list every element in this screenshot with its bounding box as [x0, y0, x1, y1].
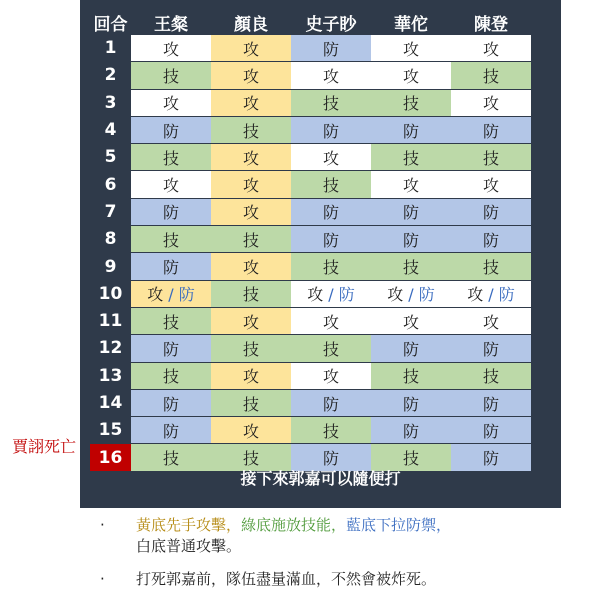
- action-cell: 防: [451, 335, 531, 362]
- slash-separator: /: [163, 285, 179, 305]
- header-wangcan: 王粲: [154, 15, 188, 35]
- bullet: ·: [100, 516, 105, 534]
- round-number: 16: [90, 444, 131, 471]
- bullet: ·: [100, 570, 105, 588]
- action-cell: 技: [451, 144, 531, 171]
- action-cell: 技: [211, 226, 291, 253]
- table-body: [90, 35, 531, 471]
- header-chendeng: 陳登: [474, 15, 508, 35]
- round-number: 11: [90, 307, 131, 334]
- action-cell: 防: [451, 389, 531, 416]
- round-number: 15: [90, 417, 131, 444]
- table-row: [90, 62, 531, 89]
- action-cell: 攻: [451, 171, 531, 198]
- action-cell: 攻: [211, 198, 291, 225]
- action-alt: 防: [338, 285, 355, 305]
- table-row: [90, 171, 531, 198]
- action-cell: 技: [211, 335, 291, 362]
- header-shizimiao: 史子眇: [305, 15, 357, 35]
- note-colors-text: [136, 515, 451, 557]
- action-cell: 技: [291, 335, 371, 362]
- action-cell: 攻: [211, 307, 291, 334]
- action-cell: [131, 280, 211, 307]
- action-cell: 技: [451, 62, 531, 89]
- action-cell: 技: [131, 307, 211, 334]
- round-number: 1: [90, 35, 131, 62]
- strategy-panel: [80, 0, 561, 508]
- dead-label: 賈詡死亡: [11, 437, 76, 456]
- note-white: 白底普通攻擊。: [136, 537, 242, 555]
- table-row: [90, 144, 531, 171]
- action-cell: 攻: [211, 171, 291, 198]
- action-cell: 防: [451, 444, 531, 471]
- round-number: 5: [90, 144, 131, 171]
- action-cell: 技: [371, 144, 451, 171]
- action-cell: 防: [371, 116, 451, 143]
- action-cell: 技: [211, 444, 291, 471]
- action-cell: 技: [131, 362, 211, 389]
- action-cell: 防: [371, 389, 451, 416]
- table-row: [90, 116, 531, 143]
- action-cell: 攻: [451, 307, 531, 334]
- action-cell: 防: [451, 417, 531, 444]
- action-cell: 攻: [211, 362, 291, 389]
- table-row: [90, 253, 531, 280]
- action-cell: 技: [291, 253, 371, 280]
- action-cell: 攻: [371, 307, 451, 334]
- note-warning: [100, 569, 600, 590]
- action-cell: 防: [451, 198, 531, 225]
- action-cell: 攻: [211, 417, 291, 444]
- round-number: 3: [90, 89, 131, 116]
- action-cell: 技: [131, 144, 211, 171]
- action-cell: 攻: [211, 62, 291, 89]
- action-cell: 技: [211, 280, 291, 307]
- action-cell: 攻: [371, 35, 451, 62]
- action-cell: 技: [291, 171, 371, 198]
- round-number: 4: [90, 116, 131, 143]
- action-cell: 攻: [211, 89, 291, 116]
- action-cell: [451, 280, 531, 307]
- action-cell: 攻: [371, 171, 451, 198]
- action-cell: 攻: [131, 89, 211, 116]
- action-cell: 防: [371, 335, 451, 362]
- action-cell: 技: [131, 444, 211, 471]
- action-cell: 攻: [291, 62, 371, 89]
- action-cell: 技: [371, 89, 451, 116]
- action-cell: 防: [371, 417, 451, 444]
- action-cell: 攻: [131, 35, 211, 62]
- table-row: [90, 226, 531, 253]
- note-warning-text: 打死郭嘉前，隊伍盡量滿血，不然會被炸死。: [136, 570, 437, 588]
- action-cell: 防: [371, 226, 451, 253]
- action-primary: 攻: [147, 285, 164, 305]
- action-cell: 防: [291, 116, 371, 143]
- action-alt: 防: [418, 285, 435, 305]
- action-cell: 技: [371, 444, 451, 471]
- action-cell: 防: [291, 35, 371, 62]
- action-cell: 防: [291, 226, 371, 253]
- note-green: 綠底施放技能，: [241, 516, 347, 534]
- action-cell: 防: [131, 417, 211, 444]
- round-number: 13: [90, 362, 131, 389]
- note-blue: 藍底下拉防禦，: [346, 516, 452, 534]
- action-cell: 攻: [451, 89, 531, 116]
- table-row: [90, 389, 531, 416]
- turn-table: [90, 10, 531, 472]
- round-number: 7: [90, 198, 131, 225]
- action-cell: 技: [211, 116, 291, 143]
- round-number: 14: [90, 389, 131, 416]
- action-cell: 技: [371, 253, 451, 280]
- slash-separator: /: [483, 285, 499, 305]
- round-number: 6: [90, 171, 131, 198]
- header-huatuo: 華佗: [394, 15, 428, 35]
- table-row: [90, 307, 531, 334]
- action-cell: 防: [451, 226, 531, 253]
- action-cell: 技: [291, 89, 371, 116]
- round-number: 12: [90, 335, 131, 362]
- header-yanliang: 顏良: [234, 15, 268, 35]
- table-row: [90, 417, 531, 444]
- action-cell: 技: [131, 226, 211, 253]
- action-cell: [291, 280, 371, 307]
- action-cell: 技: [211, 389, 291, 416]
- action-cell: 技: [451, 362, 531, 389]
- table-row: [90, 198, 531, 225]
- action-cell: 攻: [451, 35, 531, 62]
- action-cell: 防: [291, 444, 371, 471]
- action-cell: 防: [131, 116, 211, 143]
- action-cell: 防: [131, 198, 211, 225]
- note-yellow: 黃底先手攻擊，: [136, 516, 242, 534]
- action-cell: 攻: [211, 253, 291, 280]
- action-primary: 攻: [467, 285, 484, 305]
- table-row: [90, 362, 531, 389]
- round-number: 2: [90, 62, 131, 89]
- table-row: [90, 335, 531, 362]
- table-row: [90, 89, 531, 116]
- table-row: [90, 35, 531, 62]
- action-cell: 防: [291, 389, 371, 416]
- note-colors: [100, 515, 600, 557]
- action-alt: 防: [178, 285, 195, 305]
- table-row: [90, 280, 531, 307]
- action-cell: 攻: [371, 62, 451, 89]
- action-cell: 防: [371, 198, 451, 225]
- action-cell: 技: [451, 253, 531, 280]
- action-cell: 防: [131, 389, 211, 416]
- action-cell: 攻: [131, 171, 211, 198]
- action-cell: 技: [371, 362, 451, 389]
- header-round: 回合: [93, 15, 128, 35]
- action-cell: 攻: [291, 307, 371, 334]
- action-cell: 防: [131, 253, 211, 280]
- round-number: 10: [90, 280, 131, 307]
- header-row: [90, 10, 531, 35]
- action-cell: 攻: [291, 144, 371, 171]
- action-cell: 技: [291, 417, 371, 444]
- action-primary: 攻: [387, 285, 404, 305]
- footer-caption: 接下來郭嘉可以隨便打: [240, 469, 401, 488]
- round-number: 8: [90, 226, 131, 253]
- action-cell: 攻: [211, 144, 291, 171]
- notes: [100, 515, 600, 602]
- action-cell: 攻: [291, 362, 371, 389]
- slash-separator: /: [323, 285, 339, 305]
- action-cell: 攻: [211, 35, 291, 62]
- action-cell: 技: [131, 62, 211, 89]
- action-alt: 防: [498, 285, 515, 305]
- action-cell: 防: [451, 116, 531, 143]
- action-primary: 攻: [307, 285, 324, 305]
- action-cell: 防: [291, 198, 371, 225]
- slash-separator: /: [403, 285, 419, 305]
- action-cell: [371, 280, 451, 307]
- action-cell: 防: [131, 335, 211, 362]
- round-number: 9: [90, 253, 131, 280]
